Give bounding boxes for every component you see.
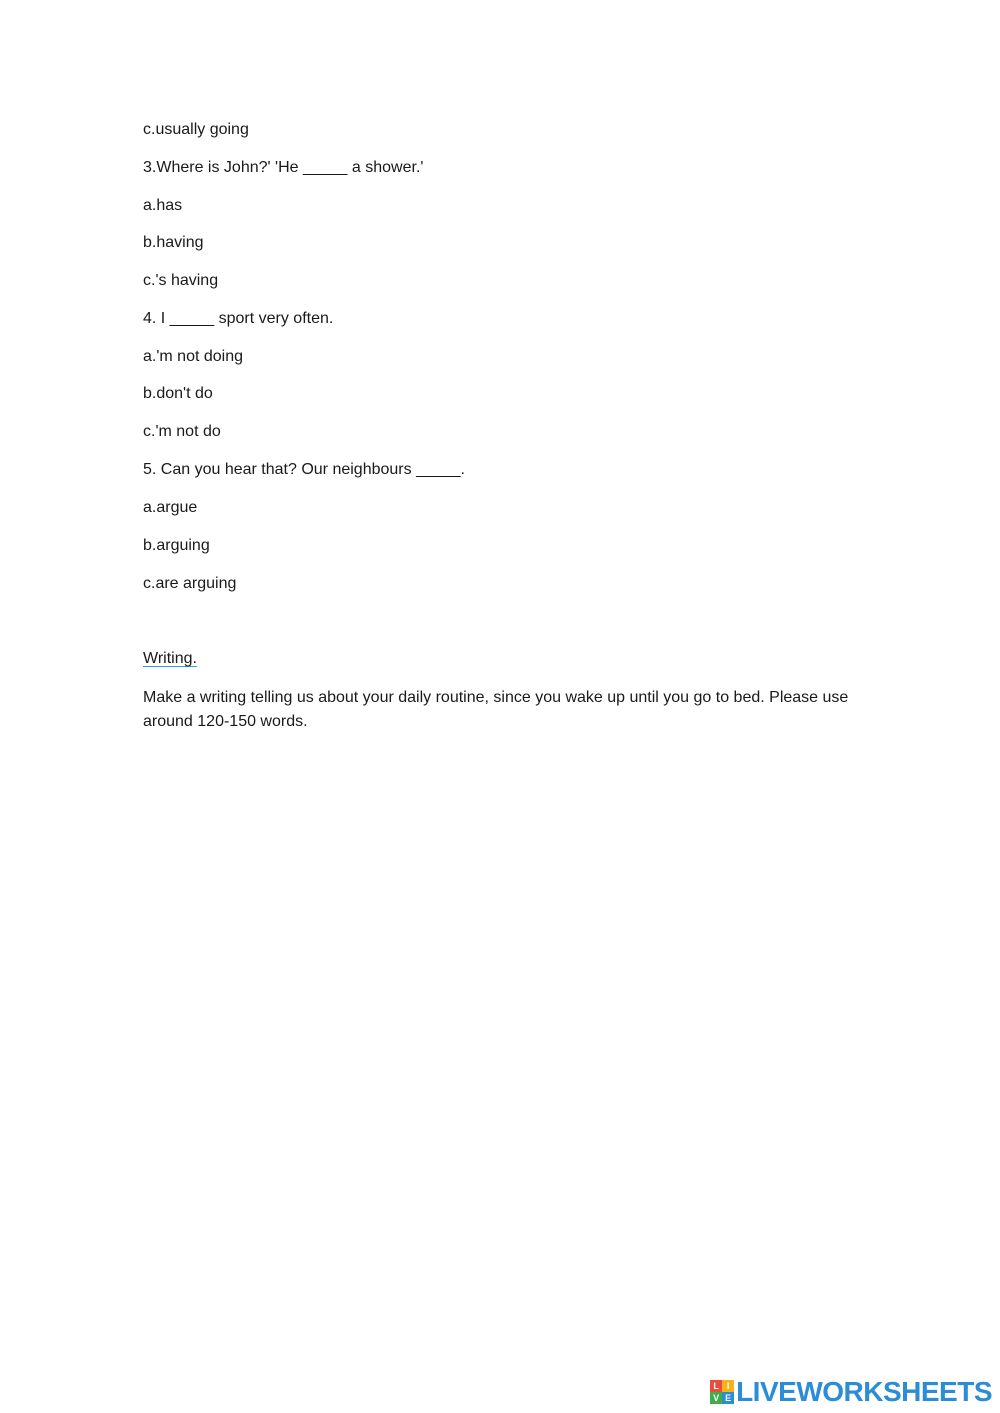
writing-instructions: Make a writing telling us about your daily routine, since you wake up until you go to bed. Please use around 120-150 words. xyxy=(143,689,849,730)
question-text: 5. Can you hear that? Our neighbours _____. xyxy=(143,461,465,478)
option-text: b.having xyxy=(143,234,204,251)
liveworksheets-wordmark: LIVEWORKSHEETS xyxy=(736,1376,992,1407)
option-text: c.'m not do xyxy=(143,423,221,440)
option-text: a.has xyxy=(143,197,183,214)
liveworksheets-brand xyxy=(710,1377,992,1407)
option-text: c.are arguing xyxy=(143,575,237,592)
option-text: b.don't do xyxy=(143,385,213,402)
question-text: 3.Where is John?' 'He _____ a shower.' xyxy=(143,159,424,176)
option-text: a.'m not doing xyxy=(143,348,244,365)
option-text: b.arguing xyxy=(143,537,210,554)
option-text: c.usually going xyxy=(143,121,249,138)
writing-section-title: Writing. xyxy=(143,650,197,667)
liveworksheets-logo-icon: L I V E xyxy=(710,1380,734,1404)
question-text: 4. I _____ sport very often. xyxy=(143,310,334,327)
option-text: a.argue xyxy=(143,499,198,516)
option-text: c.'s having xyxy=(143,272,219,289)
